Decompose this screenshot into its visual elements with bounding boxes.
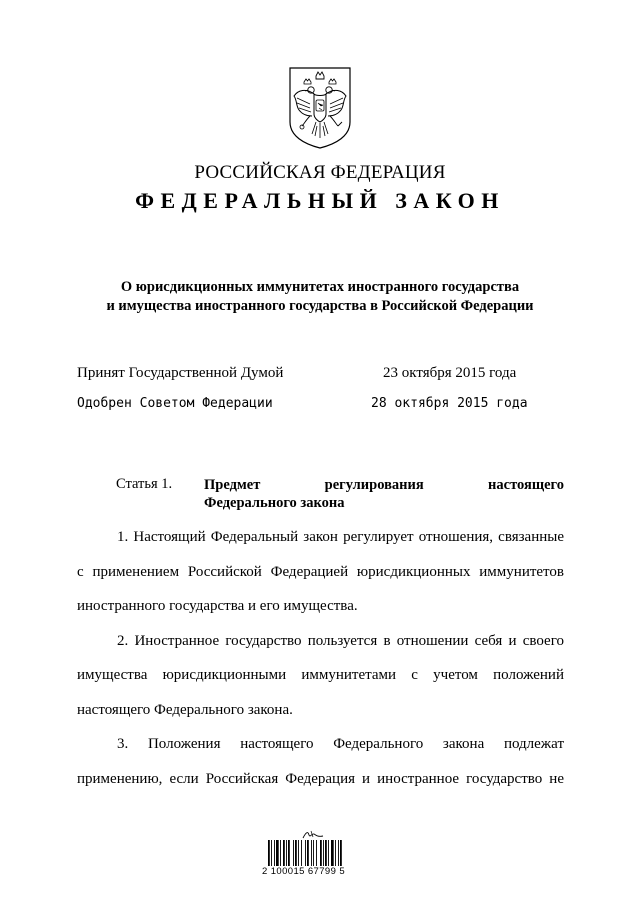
coat-of-arms-emblem xyxy=(288,66,352,150)
council-approval-label: Одобрен Советом Федерации xyxy=(77,396,273,411)
duma-adoption-label: Принят Государственной Думой xyxy=(77,365,284,381)
duma-adoption-date: 23 октября 2015 года xyxy=(383,365,517,381)
article-name-line-1: Предмет регулирования настоящего xyxy=(204,477,564,493)
article-name xyxy=(204,476,564,512)
paragraph-1: 1. Настоящий Федеральный закон регулирует отношения, связанные с применением Российской Федерацией юрисдикционных иммунитетов иностранного государства и его имущества. xyxy=(77,529,564,614)
article-number: Статья 1. xyxy=(116,476,173,492)
barcode-number: 2 100015 67799 5 xyxy=(262,866,346,877)
paragraph-2: 2. Иностранное государство пользуется в отношении себя и своего имущества юрисдикционными иммунитетами с учетом положений настоящего Федерального закона. xyxy=(77,632,564,718)
law-title xyxy=(0,278,640,316)
council-approval-date: 28 октября 2015 года xyxy=(371,396,528,411)
article-name-line-2: Федерального закона xyxy=(204,495,345,511)
country-name: РОССИЙСКАЯ ФЕДЕРАЦИЯ xyxy=(194,162,446,183)
document-type: ФЕДЕРАЛЬНЫЙ ЗАКОН xyxy=(135,188,505,213)
handwritten-initials xyxy=(302,828,324,840)
law-title-line-2: и имущества иностранного государства в Российской Федерации xyxy=(106,298,534,314)
document-barcode xyxy=(268,840,354,866)
paragraph-3: 3. Положения настоящего Федерального закона подлежат применению, если Российская Федерация и иностранное государство не xyxy=(77,736,564,787)
article-body xyxy=(77,520,564,796)
law-title-line-1: О юрисдикционных иммунитетах иностранного государства xyxy=(120,279,520,295)
